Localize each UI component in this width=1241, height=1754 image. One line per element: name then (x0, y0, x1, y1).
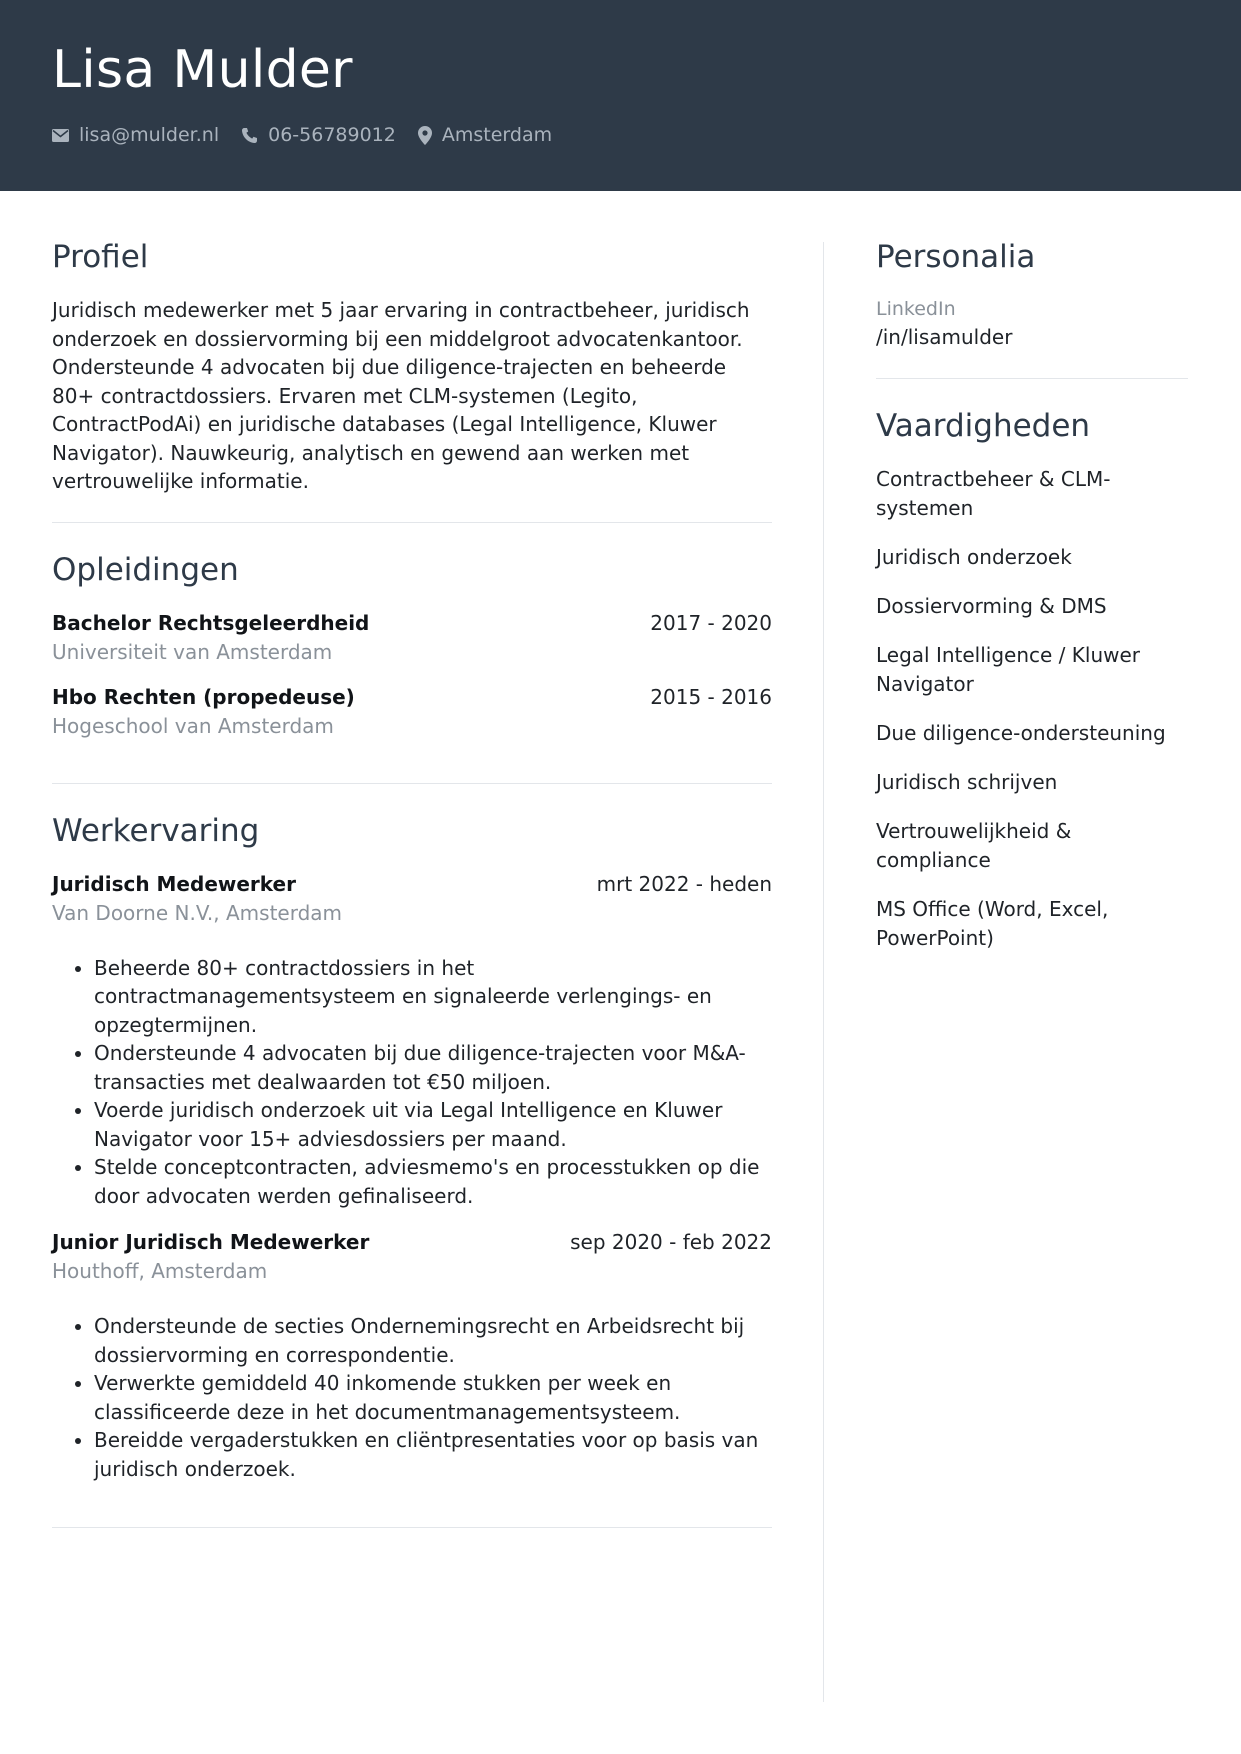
header-banner (0, 0, 1241, 191)
linkedin-label: LinkedIn (876, 298, 956, 321)
education-institution: Hogeschool van Amsterdam (52, 713, 334, 738)
skill-item: Legal Intelligence / Kluwer Navigator (876, 643, 1141, 697)
profile-section (52, 240, 772, 523)
job-title: Juridisch Medewerker (52, 871, 296, 896)
profile-text: Juridisch medewerker met 5 jaar ervaring in contractbeheer, juridisch onderzoek en dossiervorming bij een middelgroot advocatenkantoor. Ondersteunde 4 advocaten bij due diligence-trajecten en beheerde 80+ contractdossiers. Ervaren met CLM-systemen (Legito, ContractPodAi) en juridische databases (Legal Intelligence, Kluwer Navigator). Nauwkeurig, analytisch en gewend aan werken met vertrouwelijke informatie. (52, 298, 750, 494)
education-institution: Universiteit van Amsterdam (52, 639, 333, 664)
job-company: Houthoff, Amsterdam (52, 1259, 268, 1284)
education-date: 2017 - 2020 (650, 610, 772, 635)
map-pin-icon (418, 126, 432, 145)
skill-item: Due diligence-ondersteuning (876, 721, 1166, 746)
linkedin-link[interactable]: /in/lisamulder (876, 325, 1013, 350)
job-bullet: • Verwerkte gemiddeld 40 inkomende stukken per week en classificeerde deze in het documentmanagementsysteem. (94, 1369, 772, 1426)
experience-section (52, 814, 772, 1529)
job-date: sep 2020 - feb 2022 (570, 1230, 772, 1255)
education-title: Bachelor Rechtsgeleerdheid (52, 610, 370, 635)
candidate-name: Lisa Mulder (52, 40, 353, 100)
envelope-icon (52, 129, 69, 142)
personal-heading: Personalia (876, 239, 1036, 275)
job-bullet: • Stelde conceptcontracten, adviesmemo's en processtukken op die door advocaten werden gefinaliseerd. (94, 1153, 772, 1210)
column-divider (823, 242, 824, 1702)
skills-section (876, 409, 1188, 953)
education-title: Hbo Rechten (propedeuse) (52, 684, 355, 709)
job-bullet: • Ondersteunde 4 advocaten bij due diligence-trajecten voor M&A-transacties met dealwaarden tot €50 miljoen. (94, 1039, 772, 1096)
education-heading: Opleidingen (52, 551, 239, 588)
job-company: Van Doorne N.V., Amsterdam (52, 900, 343, 925)
job-bullet: • Voerde juridisch onderzoek uit via Legal Intelligence en Kluwer Navigator voor 15+ adviesdossiers per maand. (94, 1096, 772, 1153)
phone-text: 06-56789012 (268, 124, 396, 146)
profile-heading: Profiel (52, 239, 149, 275)
main-column (52, 240, 772, 1558)
education-entry (52, 609, 772, 667)
job-entry (52, 870, 772, 1211)
job-bullet: • Ondersteunde de secties Ondernemingsrecht en Arbeidsrecht bij dossiervorming en correspondentie. (94, 1312, 772, 1369)
skill-item: Juridisch onderzoek (876, 545, 1072, 570)
skill-item: Vertrouwelijkheid & compliance (876, 819, 1072, 873)
skill-item: Contractbeheer & CLM-systemen (876, 467, 1111, 521)
skills-list (876, 465, 1188, 953)
email-text: lisa@mulder.nl (79, 124, 220, 146)
experience-heading: Werkervaring (52, 812, 260, 849)
location-text: Amsterdam (441, 124, 553, 146)
education-date: 2015 - 2016 (650, 684, 772, 709)
job-bullets (52, 1312, 772, 1483)
phone-icon (241, 127, 258, 144)
contact-email[interactable] (52, 124, 219, 146)
sidebar-column (876, 240, 1188, 973)
job-entry (52, 1228, 772, 1483)
job-bullet: • Beheerde 80+ contractdossiers in het contractmanagementsysteem en signaleerde verlengings- en opzegtermijnen. (94, 954, 772, 1040)
education-entry (52, 683, 772, 741)
contact-location (418, 124, 552, 146)
job-title: Junior Juridisch Medewerker (52, 1230, 370, 1255)
skill-item: MS Office (Word, Excel, PowerPoint) (876, 897, 1109, 951)
contact-phone[interactable] (241, 124, 396, 146)
education-section (52, 553, 772, 784)
contact-row (52, 124, 574, 146)
skill-item: Dossiervorming & DMS (876, 594, 1107, 619)
job-bullets (52, 954, 772, 1211)
skills-heading: Vaardigheden (876, 408, 1091, 445)
skill-item: Juridisch schrijven (876, 770, 1058, 795)
personal-section (876, 240, 1188, 379)
job-date: mrt 2022 - heden (596, 871, 772, 896)
job-bullet: • Bereidde vergaderstukken en cliëntpresentaties voor op basis van juridisch onderzoek. (94, 1426, 772, 1483)
